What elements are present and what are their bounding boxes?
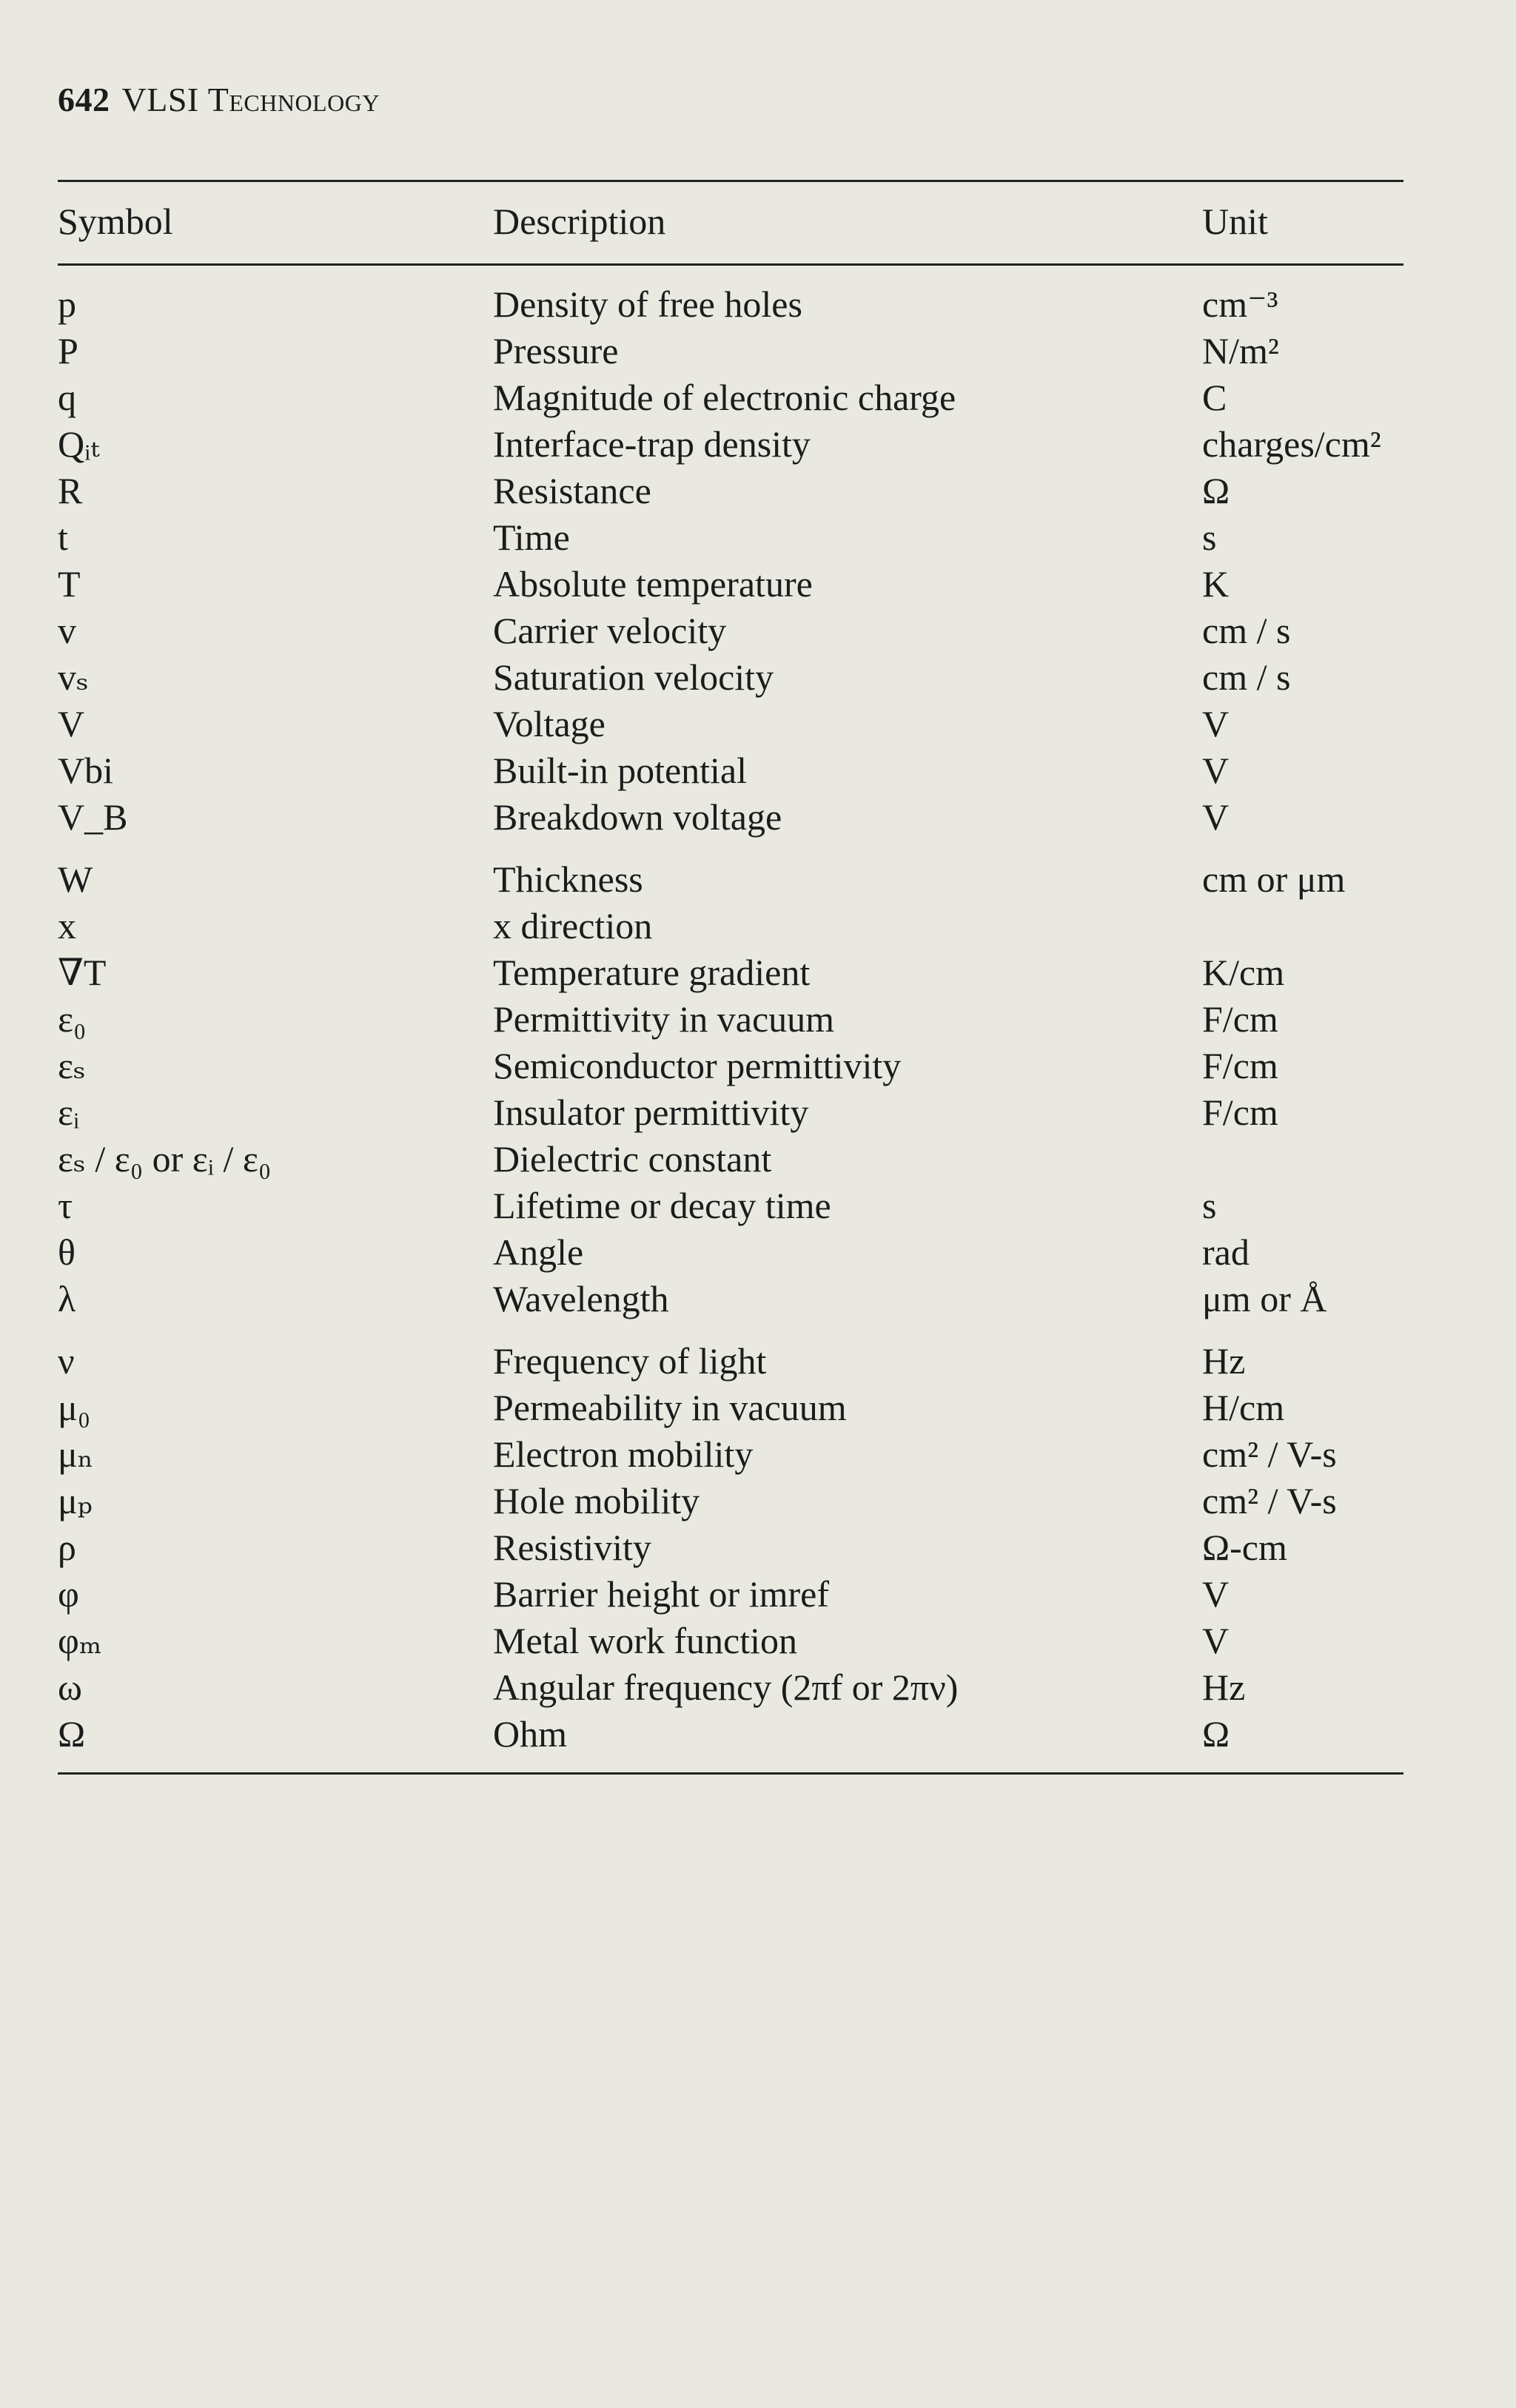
cell-symbol: λ: [58, 1278, 76, 1319]
table-row: [0, 1229, 1516, 1276]
cell-symbol: vₛ: [58, 656, 89, 698]
book-title-prefix: VLSI: [121, 81, 208, 118]
cell-description: Interface-trap density: [493, 423, 811, 465]
table-row: [0, 608, 1516, 654]
cell-description: Ohm: [493, 1713, 567, 1755]
cell-description: Carrier velocity: [493, 610, 727, 651]
table-bottom-rule: [58, 1772, 1403, 1775]
cell-unit: V: [1202, 796, 1230, 838]
cell-unit: K/cm: [1202, 952, 1285, 993]
cell-unit: F/cm: [1202, 1092, 1278, 1133]
table-row: [0, 903, 1516, 949]
cell-unit: charges/cm²: [1202, 423, 1381, 465]
page-number: 642: [58, 81, 110, 118]
cell-symbol: q: [58, 377, 76, 418]
table-row: [0, 328, 1516, 374]
cell-unit: N/m²: [1202, 330, 1279, 371]
cell-description: Density of free holes: [493, 283, 802, 325]
cell-unit: s: [1202, 517, 1217, 558]
table-row: [0, 1711, 1516, 1758]
cell-symbol: εᵢ: [58, 1092, 80, 1133]
table-row: [0, 1385, 1516, 1431]
cell-description: Angular frequency (2πf or 2πν): [493, 1667, 959, 1708]
cell-symbol: μₙ: [58, 1433, 94, 1475]
cell-unit: H/cm: [1202, 1387, 1285, 1428]
cell-description: Frequency of light: [493, 1340, 767, 1382]
cell-description: Electron mobility: [493, 1433, 754, 1475]
cell-unit: Hz: [1202, 1340, 1246, 1382]
cell-symbol: Ω: [58, 1713, 86, 1755]
cell-unit: cm² / V-s: [1202, 1433, 1337, 1475]
cell-symbol: R: [58, 470, 83, 511]
cell-unit: F/cm: [1202, 1045, 1278, 1086]
table-row: [0, 949, 1516, 996]
table-row: [0, 514, 1516, 561]
cell-description: Insulator permittivity: [493, 1092, 809, 1133]
cell-unit: Ω-cm: [1202, 1527, 1287, 1568]
cell-description: Resistivity: [493, 1527, 651, 1568]
cell-symbol: Qᵢₜ: [58, 423, 100, 465]
table-row: [0, 374, 1516, 421]
table-row: [0, 654, 1516, 701]
table-row: [0, 701, 1516, 747]
table-row: [0, 1431, 1516, 1478]
cell-symbol: φ: [58, 1573, 79, 1615]
cell-unit: V: [1202, 1620, 1230, 1661]
cell-symbol: V_B: [58, 796, 128, 838]
table-row: [0, 468, 1516, 514]
column-header-description: Description: [493, 201, 666, 242]
cell-unit: V: [1202, 703, 1230, 744]
cell-description: Barrier height or imref: [493, 1573, 829, 1615]
table-row: [0, 1524, 1516, 1571]
cell-symbol: φₘ: [58, 1620, 102, 1661]
table-row: [0, 1664, 1516, 1711]
cell-description: Breakdown voltage: [493, 796, 782, 838]
cell-description: Pressure: [493, 330, 619, 371]
cell-description: Thickness: [493, 858, 643, 900]
cell-description: Angle: [493, 1231, 584, 1273]
cell-description: Permeability in vacuum: [493, 1387, 847, 1428]
cell-symbol: ω: [58, 1667, 82, 1708]
cell-unit: cm / s: [1202, 610, 1291, 651]
cell-description: Voltage: [493, 703, 606, 744]
table-row: [0, 1478, 1516, 1524]
table-row: [0, 1618, 1516, 1664]
cell-symbol: εₛ: [58, 1045, 86, 1086]
column-header-symbol: Symbol: [58, 201, 173, 242]
cell-unit: rad: [1202, 1231, 1250, 1273]
cell-unit: C: [1202, 377, 1227, 418]
cell-description: Metal work function: [493, 1620, 798, 1661]
cell-description: Dielectric constant: [493, 1138, 772, 1180]
cell-description: Wavelength: [493, 1278, 669, 1319]
cell-symbol: ρ: [58, 1527, 76, 1568]
cell-description: Built-in potential: [493, 750, 748, 791]
cell-unit: Ω: [1202, 470, 1230, 511]
cell-symbol: t: [58, 517, 68, 558]
column-header-unit: Unit: [1202, 201, 1268, 242]
table-row: [0, 1338, 1516, 1385]
table-row: [0, 1136, 1516, 1183]
cell-description: Time: [493, 517, 570, 558]
cell-unit: K: [1202, 563, 1230, 605]
table-row: [0, 1089, 1516, 1136]
cell-symbol: μ₀: [58, 1387, 91, 1428]
cell-symbol: W: [58, 858, 93, 900]
cell-description: Saturation velocity: [493, 656, 774, 698]
cell-unit: cm² / V-s: [1202, 1480, 1337, 1521]
cell-symbol: p: [58, 283, 76, 325]
table-row: [0, 1571, 1516, 1618]
cell-description: Lifetime or decay time: [493, 1185, 831, 1226]
table-row: [0, 281, 1516, 328]
table-row: [0, 561, 1516, 608]
table-row: [0, 856, 1516, 903]
cell-description: x direction: [493, 905, 653, 946]
cell-symbol: ∇T: [58, 952, 107, 993]
cell-description: Permittivity in vacuum: [493, 998, 835, 1040]
cell-description: Semiconductor permittivity: [493, 1045, 902, 1086]
cell-description: Temperature gradient: [493, 952, 811, 993]
cell-symbol: ε₀: [58, 998, 87, 1040]
table-row: [0, 1183, 1516, 1229]
cell-symbol: ν: [58, 1340, 75, 1382]
table-row: [0, 747, 1516, 794]
cell-symbol: εₛ / ε₀ or εᵢ / ε₀: [58, 1138, 272, 1180]
cell-unit: Ω: [1202, 1713, 1230, 1755]
table-row: [0, 996, 1516, 1043]
cell-symbol: Vbi: [58, 750, 113, 791]
cell-unit: cm⁻³: [1202, 283, 1278, 325]
cell-unit: V: [1202, 1573, 1230, 1615]
cell-unit: Hz: [1202, 1667, 1246, 1708]
cell-unit: μm or Å: [1202, 1278, 1327, 1319]
cell-unit: F/cm: [1202, 998, 1278, 1040]
cell-unit: cm / s: [1202, 656, 1291, 698]
table-row: [0, 421, 1516, 468]
cell-unit: s: [1202, 1185, 1217, 1226]
cell-unit: cm or μm: [1202, 858, 1346, 900]
cell-unit: V: [1202, 750, 1230, 791]
cell-description: Absolute temperature: [493, 563, 813, 605]
cell-description: Magnitude of electronic charge: [493, 377, 956, 418]
cell-symbol: μₚ: [58, 1480, 93, 1521]
cell-symbol: τ: [58, 1185, 73, 1226]
cell-description: Hole mobility: [493, 1480, 700, 1521]
cell-symbol: v: [58, 610, 76, 651]
cell-symbol: θ: [58, 1231, 76, 1273]
cell-symbol: T: [58, 563, 81, 605]
table-row: [0, 1043, 1516, 1089]
cell-description: Resistance: [493, 470, 651, 511]
cell-symbol: P: [58, 330, 78, 371]
table-row: [0, 794, 1516, 841]
cell-symbol: V: [58, 703, 85, 744]
cell-symbol: x: [58, 905, 76, 946]
book-title-word: Technology: [207, 81, 380, 118]
table-row: [0, 1276, 1516, 1322]
